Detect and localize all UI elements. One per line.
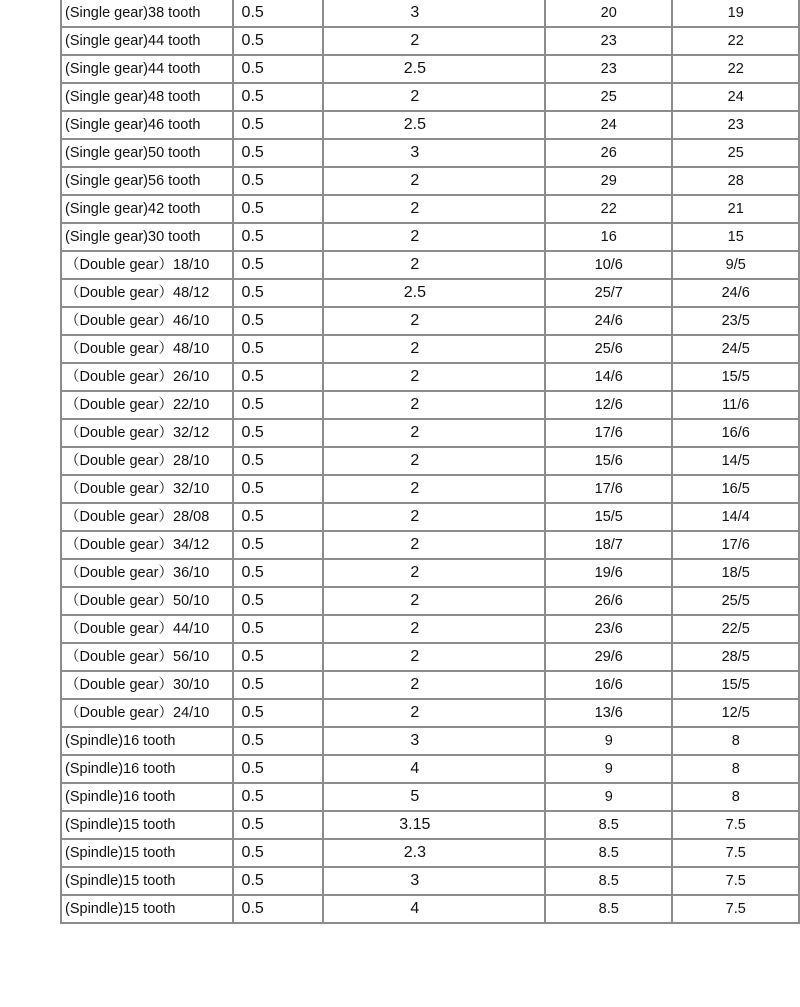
module-cell: 0.5 xyxy=(233,867,323,895)
gear-type-cell: （Double gear）56/10 xyxy=(61,643,233,671)
module-cell: 0.5 xyxy=(233,475,323,503)
module-cell: 0.5 xyxy=(233,279,323,307)
outer-diameter-cell: 26/6 xyxy=(545,587,672,615)
table-row xyxy=(61,783,799,811)
gear-type-cell: （Double gear）22/10 xyxy=(61,391,233,419)
thickness-cell: 3 xyxy=(323,727,545,755)
outer-diameter-cell: 9 xyxy=(545,755,672,783)
gear-type-cell: (Single gear)42 tooth xyxy=(61,195,233,223)
outer-diameter-cell: 16/6 xyxy=(545,671,672,699)
thickness-cell: 2 xyxy=(323,503,545,531)
pitch-diameter-cell: 7.5 xyxy=(672,839,799,867)
outer-diameter-cell: 20 xyxy=(545,0,672,27)
thickness-cell: 2 xyxy=(323,447,545,475)
gear-type-cell: (Single gear)30 tooth xyxy=(61,223,233,251)
outer-diameter-cell: 23 xyxy=(545,27,672,55)
gear-type-cell: （Double gear）18/10 xyxy=(61,251,233,279)
pitch-diameter-cell: 12/5 xyxy=(672,699,799,727)
table-row xyxy=(61,83,799,111)
outer-diameter-cell: 29/6 xyxy=(545,643,672,671)
table-row xyxy=(61,335,799,363)
module-cell: 0.5 xyxy=(233,251,323,279)
pitch-diameter-cell: 17/6 xyxy=(672,531,799,559)
module-cell: 0.5 xyxy=(233,139,323,167)
table-row xyxy=(61,307,799,335)
table-row xyxy=(61,643,799,671)
outer-diameter-cell: 8.5 xyxy=(545,811,672,839)
module-cell: 0.5 xyxy=(233,727,323,755)
table-row xyxy=(61,0,799,27)
outer-diameter-cell: 8.5 xyxy=(545,839,672,867)
pitch-diameter-cell: 8 xyxy=(672,727,799,755)
gear-type-cell: （Double gear）28/08 xyxy=(61,503,233,531)
pitch-diameter-cell: 16/6 xyxy=(672,419,799,447)
gear-type-cell: （Double gear）24/10 xyxy=(61,699,233,727)
outer-diameter-cell: 29 xyxy=(545,167,672,195)
gear-type-cell: （Double gear）32/10 xyxy=(61,475,233,503)
pitch-diameter-cell: 8 xyxy=(672,755,799,783)
thickness-cell: 4 xyxy=(323,755,545,783)
gear-type-cell: (Single gear)56 tooth xyxy=(61,167,233,195)
table-row xyxy=(61,447,799,475)
gear-type-cell: （Double gear）30/10 xyxy=(61,671,233,699)
outer-diameter-cell: 13/6 xyxy=(545,699,672,727)
thickness-cell: 2 xyxy=(323,307,545,335)
outer-diameter-cell: 8.5 xyxy=(545,867,672,895)
pitch-diameter-cell: 23 xyxy=(672,111,799,139)
thickness-cell: 2 xyxy=(323,699,545,727)
module-cell: 0.5 xyxy=(233,559,323,587)
thickness-cell: 2 xyxy=(323,419,545,447)
module-cell: 0.5 xyxy=(233,223,323,251)
outer-diameter-cell: 18/7 xyxy=(545,531,672,559)
table-row xyxy=(61,755,799,783)
module-cell: 0.5 xyxy=(233,391,323,419)
table-row xyxy=(61,167,799,195)
gear-type-cell: (Single gear)48 tooth xyxy=(61,83,233,111)
table-row xyxy=(61,55,799,83)
thickness-cell: 3 xyxy=(323,0,545,27)
pitch-diameter-cell: 15 xyxy=(672,223,799,251)
gear-spec-table xyxy=(60,0,800,924)
outer-diameter-cell: 16 xyxy=(545,223,672,251)
table-row xyxy=(61,895,799,923)
thickness-cell: 5 xyxy=(323,783,545,811)
table-row xyxy=(61,587,799,615)
module-cell: 0.5 xyxy=(233,195,323,223)
outer-diameter-cell: 14/6 xyxy=(545,363,672,391)
thickness-cell: 3 xyxy=(323,139,545,167)
outer-diameter-cell: 25/7 xyxy=(545,279,672,307)
module-cell: 0.5 xyxy=(233,447,323,475)
table-row xyxy=(61,279,799,307)
module-cell: 0.5 xyxy=(233,811,323,839)
pitch-diameter-cell: 7.5 xyxy=(672,867,799,895)
outer-diameter-cell: 12/6 xyxy=(545,391,672,419)
module-cell: 0.5 xyxy=(233,111,323,139)
module-cell: 0.5 xyxy=(233,503,323,531)
outer-diameter-cell: 25/6 xyxy=(545,335,672,363)
gear-type-cell: (Spindle)15 tooth xyxy=(61,839,233,867)
table-row xyxy=(61,615,799,643)
thickness-cell: 2.3 xyxy=(323,839,545,867)
pitch-diameter-cell: 24 xyxy=(672,83,799,111)
gear-type-cell: (Single gear)44 tooth xyxy=(61,55,233,83)
module-cell: 0.5 xyxy=(233,783,323,811)
thickness-cell: 2 xyxy=(323,195,545,223)
module-cell: 0.5 xyxy=(233,335,323,363)
pitch-diameter-cell: 15/5 xyxy=(672,363,799,391)
module-cell: 0.5 xyxy=(233,363,323,391)
table-row xyxy=(61,223,799,251)
table-row xyxy=(61,363,799,391)
gear-type-cell: (Spindle)15 tooth xyxy=(61,867,233,895)
module-cell: 0.5 xyxy=(233,419,323,447)
gear-spec-table-body xyxy=(61,0,799,923)
table-row xyxy=(61,671,799,699)
table-row xyxy=(61,419,799,447)
table-row xyxy=(61,27,799,55)
table-row xyxy=(61,475,799,503)
outer-diameter-cell: 23 xyxy=(545,55,672,83)
outer-diameter-cell: 9 xyxy=(545,783,672,811)
module-cell: 0.5 xyxy=(233,83,323,111)
gear-type-cell: （Double gear）36/10 xyxy=(61,559,233,587)
thickness-cell: 2.5 xyxy=(323,111,545,139)
module-cell: 0.5 xyxy=(233,167,323,195)
table-row xyxy=(61,727,799,755)
outer-diameter-cell: 25 xyxy=(545,83,672,111)
gear-type-cell: （Double gear）28/10 xyxy=(61,447,233,475)
pitch-diameter-cell: 22 xyxy=(672,27,799,55)
module-cell: 0.5 xyxy=(233,643,323,671)
module-cell: 0.5 xyxy=(233,699,323,727)
pitch-diameter-cell: 25 xyxy=(672,139,799,167)
pitch-diameter-cell: 24/5 xyxy=(672,335,799,363)
table-row xyxy=(61,699,799,727)
outer-diameter-cell: 9 xyxy=(545,727,672,755)
gear-type-cell: (Single gear)46 tooth xyxy=(61,111,233,139)
thickness-cell: 2 xyxy=(323,363,545,391)
outer-diameter-cell: 17/6 xyxy=(545,419,672,447)
gear-type-cell: （Double gear）48/12 xyxy=(61,279,233,307)
thickness-cell: 2.5 xyxy=(323,279,545,307)
table-row xyxy=(61,503,799,531)
gear-type-cell: （Double gear）26/10 xyxy=(61,363,233,391)
pitch-diameter-cell: 25/5 xyxy=(672,587,799,615)
pitch-diameter-cell: 15/5 xyxy=(672,671,799,699)
thickness-cell: 2 xyxy=(323,531,545,559)
pitch-diameter-cell: 22 xyxy=(672,55,799,83)
pitch-diameter-cell: 7.5 xyxy=(672,895,799,923)
pitch-diameter-cell: 14/5 xyxy=(672,447,799,475)
thickness-cell: 2 xyxy=(323,559,545,587)
pitch-diameter-cell: 28/5 xyxy=(672,643,799,671)
gear-type-cell: (Spindle)16 tooth xyxy=(61,755,233,783)
pitch-diameter-cell: 11/6 xyxy=(672,391,799,419)
thickness-cell: 3 xyxy=(323,867,545,895)
pitch-diameter-cell: 8 xyxy=(672,783,799,811)
thickness-cell: 2.5 xyxy=(323,55,545,83)
gear-type-cell: (Spindle)15 tooth xyxy=(61,895,233,923)
outer-diameter-cell: 19/6 xyxy=(545,559,672,587)
module-cell: 0.5 xyxy=(233,0,323,27)
outer-diameter-cell: 24 xyxy=(545,111,672,139)
thickness-cell: 3.15 xyxy=(323,811,545,839)
thickness-cell: 2 xyxy=(323,335,545,363)
pitch-diameter-cell: 14/4 xyxy=(672,503,799,531)
table-row xyxy=(61,139,799,167)
thickness-cell: 2 xyxy=(323,251,545,279)
pitch-diameter-cell: 7.5 xyxy=(672,811,799,839)
thickness-cell: 2 xyxy=(323,587,545,615)
gear-type-cell: （Double gear）48/10 xyxy=(61,335,233,363)
gear-type-cell: （Double gear）34/12 xyxy=(61,531,233,559)
thickness-cell: 2 xyxy=(323,167,545,195)
pitch-diameter-cell: 23/5 xyxy=(672,307,799,335)
module-cell: 0.5 xyxy=(233,587,323,615)
pitch-diameter-cell: 19 xyxy=(672,0,799,27)
pitch-diameter-cell: 24/6 xyxy=(672,279,799,307)
outer-diameter-cell: 15/5 xyxy=(545,503,672,531)
thickness-cell: 2 xyxy=(323,27,545,55)
thickness-cell: 2 xyxy=(323,671,545,699)
gear-type-cell: (Single gear)38 tooth xyxy=(61,0,233,27)
outer-diameter-cell: 8.5 xyxy=(545,895,672,923)
outer-diameter-cell: 15/6 xyxy=(545,447,672,475)
table-row xyxy=(61,559,799,587)
thickness-cell: 2 xyxy=(323,615,545,643)
module-cell: 0.5 xyxy=(233,27,323,55)
gear-type-cell: （Double gear）50/10 xyxy=(61,587,233,615)
outer-diameter-cell: 17/6 xyxy=(545,475,672,503)
table-row xyxy=(61,111,799,139)
pitch-diameter-cell: 18/5 xyxy=(672,559,799,587)
thickness-cell: 2 xyxy=(323,223,545,251)
outer-diameter-cell: 10/6 xyxy=(545,251,672,279)
table-row xyxy=(61,531,799,559)
table-row xyxy=(61,195,799,223)
thickness-cell: 2 xyxy=(323,643,545,671)
outer-diameter-cell: 23/6 xyxy=(545,615,672,643)
outer-diameter-cell: 26 xyxy=(545,139,672,167)
gear-type-cell: (Spindle)15 tooth xyxy=(61,811,233,839)
outer-diameter-cell: 24/6 xyxy=(545,307,672,335)
table-row xyxy=(61,839,799,867)
thickness-cell: 4 xyxy=(323,895,545,923)
outer-diameter-cell: 22 xyxy=(545,195,672,223)
pitch-diameter-cell: 22/5 xyxy=(672,615,799,643)
module-cell: 0.5 xyxy=(233,671,323,699)
module-cell: 0.5 xyxy=(233,895,323,923)
thickness-cell: 2 xyxy=(323,391,545,419)
module-cell: 0.5 xyxy=(233,55,323,83)
module-cell: 0.5 xyxy=(233,615,323,643)
module-cell: 0.5 xyxy=(233,839,323,867)
gear-type-cell: （Double gear）44/10 xyxy=(61,615,233,643)
module-cell: 0.5 xyxy=(233,755,323,783)
gear-type-cell: （Double gear）46/10 xyxy=(61,307,233,335)
gear-type-cell: (Single gear)50 tooth xyxy=(61,139,233,167)
pitch-diameter-cell: 16/5 xyxy=(672,475,799,503)
module-cell: 0.5 xyxy=(233,307,323,335)
gear-type-cell: (Spindle)16 tooth xyxy=(61,727,233,755)
pitch-diameter-cell: 21 xyxy=(672,195,799,223)
table-row xyxy=(61,867,799,895)
thickness-cell: 2 xyxy=(323,475,545,503)
table-row xyxy=(61,811,799,839)
pitch-diameter-cell: 28 xyxy=(672,167,799,195)
gear-type-cell: (Single gear)44 tooth xyxy=(61,27,233,55)
gear-type-cell: (Spindle)16 tooth xyxy=(61,783,233,811)
table-row xyxy=(61,391,799,419)
gear-type-cell: （Double gear）32/12 xyxy=(61,419,233,447)
table-row xyxy=(61,251,799,279)
thickness-cell: 2 xyxy=(323,83,545,111)
pitch-diameter-cell: 9/5 xyxy=(672,251,799,279)
module-cell: 0.5 xyxy=(233,531,323,559)
